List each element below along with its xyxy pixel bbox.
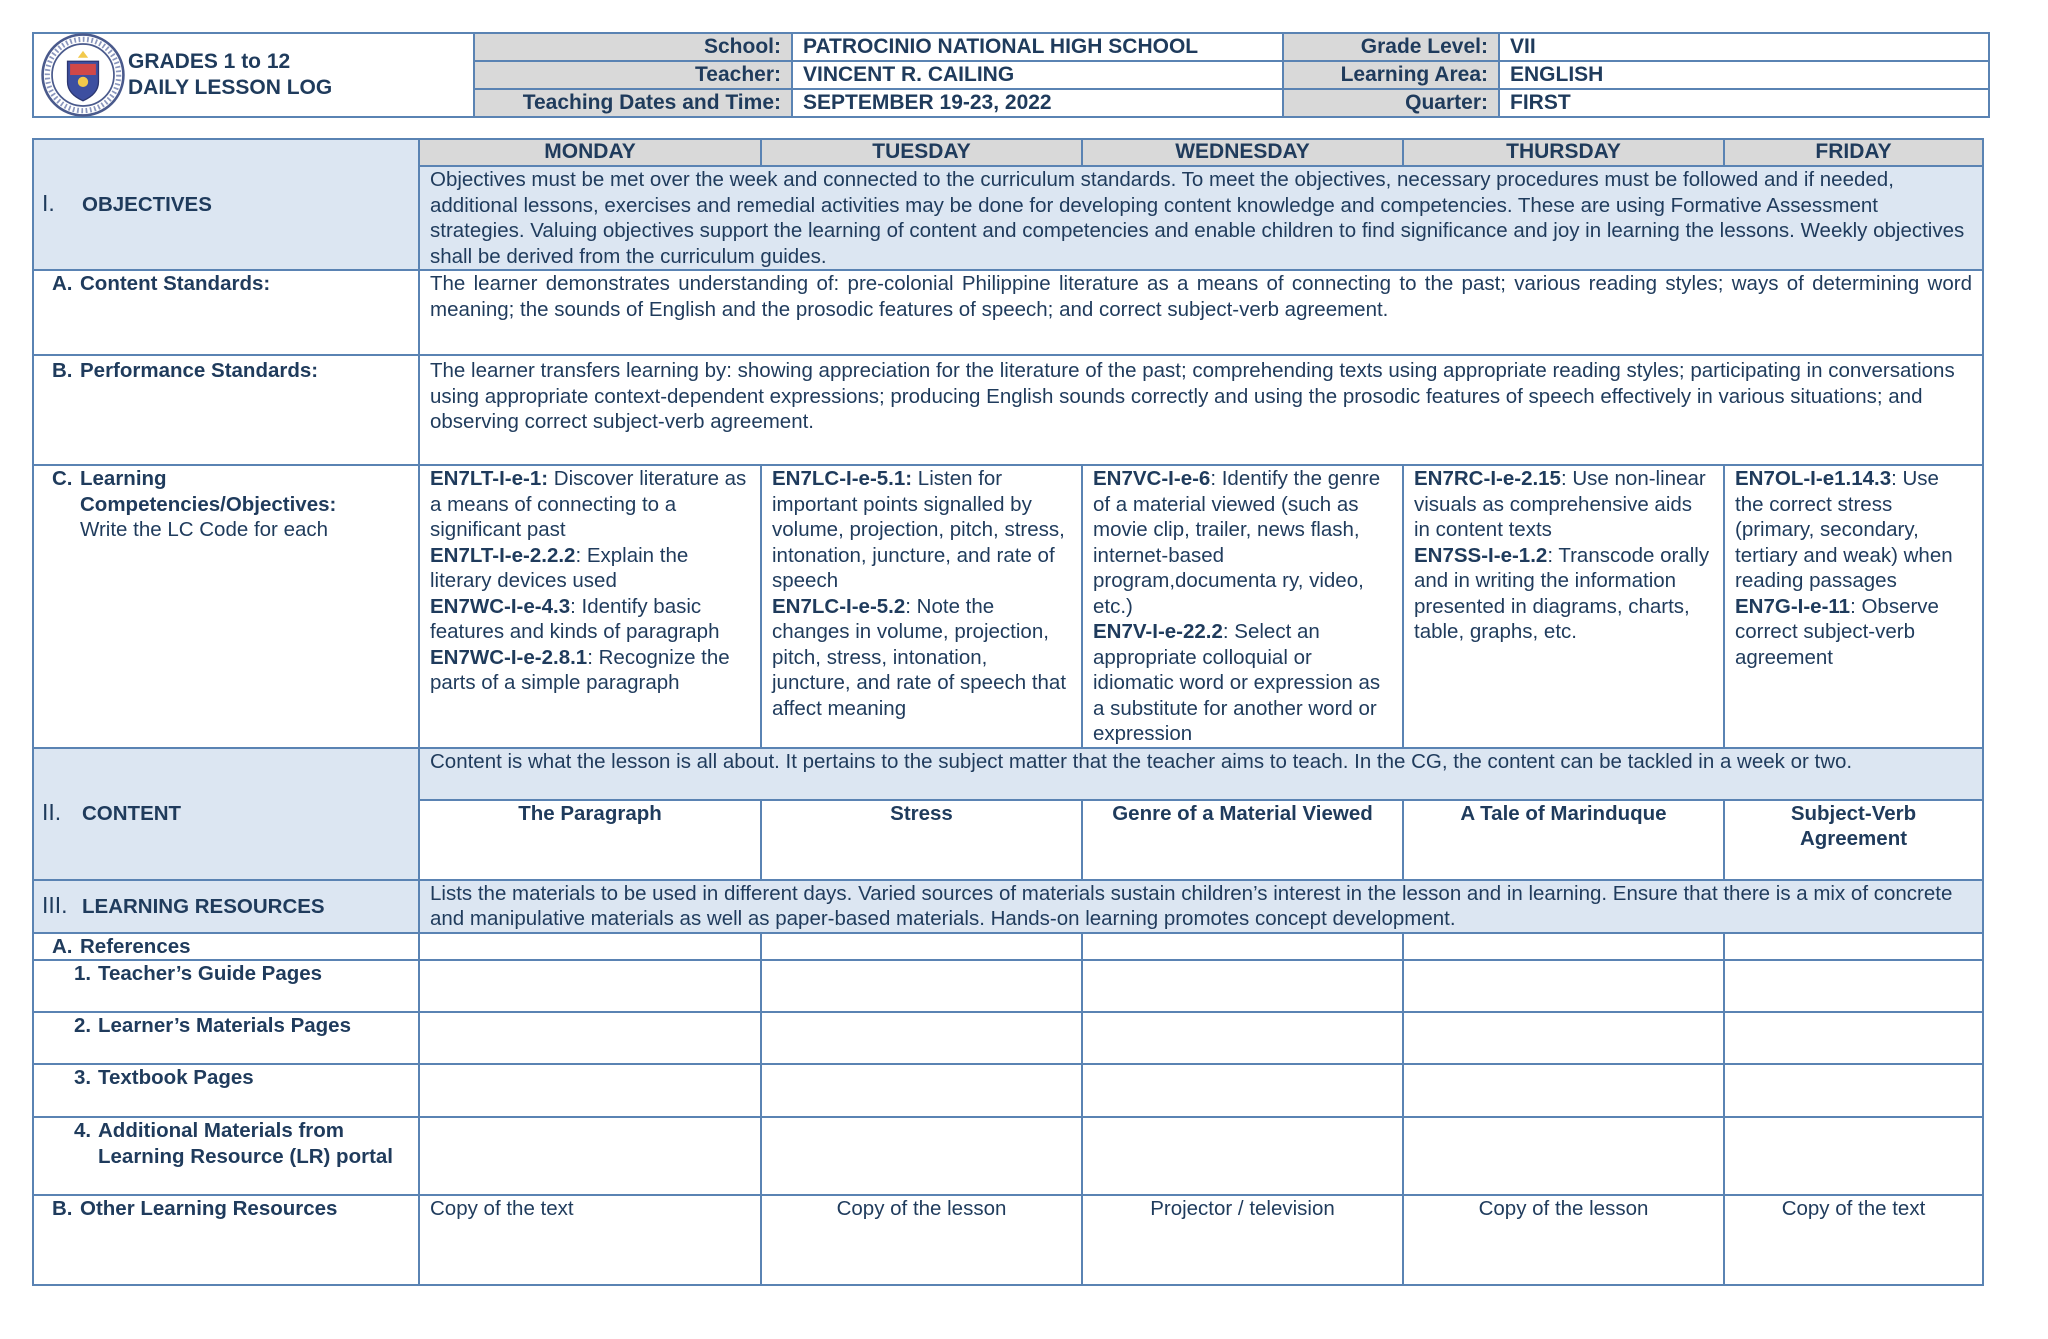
competencies-label-3: Write the LC Code for each [80, 518, 329, 541]
references-label-cell [33, 933, 419, 961]
topic-friday: Subject-Verb Agreement [1724, 800, 1983, 880]
teachers-guide-thursday [1403, 960, 1724, 1012]
references-friday [1724, 933, 1983, 961]
school-label: School: [474, 33, 792, 61]
topic-thursday: A Tale of Marinduque [1403, 800, 1724, 880]
header-table [32, 32, 1990, 118]
resources-num: III. [42, 891, 68, 918]
competency-item [1414, 466, 1713, 543]
lc-text: : Recognize the parts of a simple paragraph [430, 645, 730, 694]
content-standards-num: A. [52, 272, 73, 295]
competencies-tuesday [761, 465, 1082, 748]
additional-materials-num: 4. [74, 1119, 92, 1142]
performance-standards-label: Performance Standards: [80, 359, 319, 382]
other-resources-num: B. [52, 1197, 73, 1220]
school-value: PATROCINIO NATIONAL HIGH SCHOOL [792, 33, 1283, 61]
objectives-label: OBJECTIVES [82, 193, 212, 217]
references-wednesday [1082, 933, 1403, 961]
textbook-thursday [1403, 1064, 1724, 1117]
other-resources-thursday: Copy of the lesson [1403, 1195, 1724, 1285]
performance-standards-label-cell [33, 355, 419, 465]
learners-materials-friday [1724, 1012, 1983, 1064]
textbook-wednesday [1082, 1064, 1403, 1117]
lc-text: : Transcode orally and in writing the information presented in diagrams, charts, table, graphs, etc. [1414, 543, 1710, 643]
competency-item [772, 594, 1071, 722]
additional-materials-friday [1724, 1117, 1983, 1195]
textbook-label: Textbook Pages [98, 1066, 254, 1089]
lc-text: : Note the changes in volume, projection, pitch, stress, intonation, juncture, and rate of speech that affect meaning [772, 594, 1067, 720]
resources-text: Lists the materials to be used in different days. Varied sources of materials sustain children’s interest in the lesson and in learning. Ensure that there is a mix of concrete and manipulative materials as well as paper-based materials. Hands-on learning promotes concept development. [419, 880, 1983, 933]
other-resources-monday: Copy of the text [419, 1195, 761, 1285]
lc-code: EN7G-I-e-11 [1735, 594, 1851, 618]
topic-tuesday: Stress [761, 800, 1082, 880]
competency-item [430, 466, 750, 543]
competencies-friday [1724, 465, 1983, 748]
references-num: A. [52, 934, 73, 958]
lc-code: EN7RC-I-e-2.15 [1414, 467, 1561, 490]
content-num: II. [42, 799, 62, 826]
competency-item [1735, 466, 1972, 594]
textbook-monday [419, 1064, 761, 1117]
lc-code: EN7LT-I-e-1: [430, 467, 549, 490]
objectives-num: I. [42, 190, 55, 217]
content-label-cell [33, 748, 419, 880]
teacher-label: Teacher: [474, 61, 792, 89]
teaching-dates-value: SEPTEMBER 19-23, 2022 [792, 89, 1283, 117]
content-label: CONTENT [82, 802, 182, 826]
topic-wednesday: Genre of a Material Viewed [1082, 800, 1403, 880]
references-thursday [1403, 933, 1724, 961]
additional-materials-monday [419, 1117, 761, 1195]
lc-code: EN7LT-I-e-2.2.2 [430, 543, 576, 567]
content-standards-text: The learner demonstrates understanding of: pre-colonial Philippine literature as a means of connecting to the past; various reading styles; ways of determining word meaning; the sounds of English and the prosodic features of speech; and correct subject-verb agreement. [419, 270, 1983, 355]
references-label: References [80, 934, 191, 958]
competency-item [1735, 594, 1972, 671]
lc-text: : Identify basic features and kinds of paragraph [430, 594, 720, 643]
objectives-text: Objectives must be met over the week and connected to the curriculum standards. To meet the objectives, necessary procedures must be followed and if needed, additional lessons, exercises and remedial activities may be done for developing content knowledge and competencies. These are using Formative Assessment strategies. Valuing objectives support the learning of content and competencies and enable children to find significance and joy in learning the lessons. Weekly objectives shall be derived from the curriculum guides. [419, 166, 1983, 270]
learners-materials-num: 2. [74, 1014, 92, 1037]
teachers-guide-row [33, 960, 1983, 1012]
lc-text: : Explain the literary devices used [430, 543, 689, 592]
references-tuesday [761, 933, 1082, 961]
textbook-friday [1724, 1064, 1983, 1117]
competencies-label-2: Competencies/Objectives: [80, 492, 337, 516]
lc-code: EN7OL-I-e1.14.3 [1735, 467, 1892, 490]
learners-materials-row [33, 1012, 1983, 1064]
lc-code: EN7V-I-e-22.2 [1093, 620, 1223, 643]
competency-item [772, 466, 1071, 594]
quarter-value: FIRST [1499, 89, 1989, 117]
textbook-row [33, 1064, 1983, 1117]
competencies-label-cell [33, 465, 419, 748]
textbook-num: 3. [74, 1066, 92, 1089]
additional-materials-wednesday [1082, 1117, 1403, 1195]
other-resources-label-cell [33, 1195, 419, 1285]
learners-materials-monday [419, 1012, 761, 1064]
teachers-guide-num: 1. [74, 962, 92, 985]
additional-materials-row [33, 1117, 1983, 1195]
additional-materials-label-cell [33, 1117, 419, 1195]
lc-text: : Select an appropriate colloquial or idiomatic word or expression as a substitute for another word or expression [1093, 620, 1381, 745]
learners-materials-wednesday [1082, 1012, 1403, 1064]
lc-text: Listen for important points signalled by volume, projection, pitch, stress, intonation, juncture, and rate of speech [772, 467, 1065, 592]
teachers-guide-tuesday [761, 960, 1082, 1012]
objectives-label-cell [33, 139, 419, 270]
learning-area-value: ENGLISH [1499, 61, 1989, 89]
other-resources-wednesday: Projector / television [1082, 1195, 1403, 1285]
resources-label-cell [33, 880, 419, 933]
additional-materials-thursday [1403, 1117, 1724, 1195]
teachers-guide-wednesday [1082, 960, 1403, 1012]
quarter-label: Quarter: [1283, 89, 1499, 117]
grade-level-value: VII [1499, 33, 1989, 61]
lc-code: EN7VC-I-e-6 [1093, 467, 1211, 490]
lc-text: : Identify the genre of a material viewed (such as movie clip, trailer, news flash, internet-based program,documenta ry, video, etc.) [1093, 467, 1381, 618]
day-header-row [33, 139, 1983, 166]
teachers-guide-monday [419, 960, 761, 1012]
other-resources-friday: Copy of the text [1724, 1195, 1983, 1285]
competency-item [430, 594, 750, 645]
learning-area-label: Learning Area: [1283, 61, 1499, 89]
competencies-wednesday [1082, 465, 1403, 748]
learners-materials-thursday [1403, 1012, 1724, 1064]
log-title-daily: DAILY LESSON LOG [128, 76, 333, 99]
lc-code: EN7LC-I-e-5.1: [772, 467, 913, 490]
topic-monday: The Paragraph [419, 800, 761, 880]
content-standards-label: Content Standards: [80, 272, 271, 295]
other-resources-tuesday: Copy of the lesson [761, 1195, 1082, 1285]
day-header-tuesday: TUESDAY [761, 139, 1082, 166]
content-text: Content is what the lesson is all about. It pertains to the subject matter that the teacher aims to teach. In the CG, the content can be tackled in a week or two. [419, 748, 1983, 800]
grade-level-label: Grade Level: [1283, 33, 1499, 61]
day-header-wednesday: WEDNESDAY [1082, 139, 1403, 166]
competency-item [1414, 543, 1713, 645]
teaching-dates-label: Teaching Dates and Time: [474, 89, 792, 117]
competency-item [430, 645, 750, 696]
lc-code: EN7LC-I-e-5.2 [772, 594, 906, 618]
day-header-friday: FRIDAY [1724, 139, 1983, 166]
lesson-log-table [32, 138, 1984, 1286]
resources-label: LEARNING RESOURCES [82, 894, 325, 918]
day-header-monday: MONDAY [419, 139, 761, 166]
textbook-label-cell [33, 1064, 419, 1117]
lc-text: : Use the correct stress (primary, secondary, tertiary and weak) when reading passages [1735, 467, 1953, 592]
other-resources-row [33, 1195, 1983, 1285]
competencies-num: C. [52, 467, 73, 490]
competency-item [430, 543, 750, 594]
lc-text: : Use non-linear visuals as comprehensive aids in content texts [1414, 467, 1706, 541]
learners-materials-label-cell [33, 1012, 419, 1064]
competencies-monday [419, 465, 761, 748]
log-title-grades: GRADES 1 to 12 [128, 50, 291, 73]
textbook-tuesday [761, 1064, 1082, 1117]
other-resources-label: Other Learning Resources [80, 1197, 338, 1220]
lc-text: Discover literature as a means of connecting to a significant past [430, 467, 747, 541]
additional-materials-tuesday [761, 1117, 1082, 1195]
lc-text: : Observe correct subject-verb agreement [1735, 594, 1939, 669]
learners-materials-label: Learner’s Materials Pages [98, 1014, 351, 1037]
day-header-thursday: THURSDAY [1403, 139, 1724, 166]
references-row [33, 933, 1983, 961]
lc-code: EN7WC-I-e-4.3 [430, 594, 571, 618]
teacher-value: VINCENT R. CAILING [792, 61, 1283, 89]
references-monday [419, 933, 761, 961]
teachers-guide-label: Teacher’s Guide Pages [98, 962, 323, 985]
header-logo-cell [33, 33, 474, 117]
lc-code: EN7WC-I-e-2.8.1 [430, 645, 588, 669]
deped-seal-icon [40, 32, 126, 118]
competency-item [1093, 619, 1392, 747]
competencies-label-1: Learning [80, 467, 167, 490]
lc-code: EN7SS-I-e-1.2 [1414, 543, 1548, 567]
teachers-guide-label-cell [33, 960, 419, 1012]
additional-materials-label: Additional Materials from Learning Resource (LR) portal [98, 1119, 394, 1168]
content-standards-label-cell [33, 270, 419, 355]
performance-standards-text: The learner transfers learning by: showing appreciation for the literature of the past; comprehending texts using appropriate reading styles; participating in conversations using appropriate context-dependent expressions; producing English sounds correctly and using the prosodic features of speech effectively in various situations; and observing correct subject-verb agreement. [419, 355, 1983, 465]
teachers-guide-friday [1724, 960, 1983, 1012]
learners-materials-tuesday [761, 1012, 1082, 1064]
competency-item [1093, 466, 1392, 619]
performance-standards-num: B. [52, 359, 73, 382]
competencies-thursday [1403, 465, 1724, 748]
